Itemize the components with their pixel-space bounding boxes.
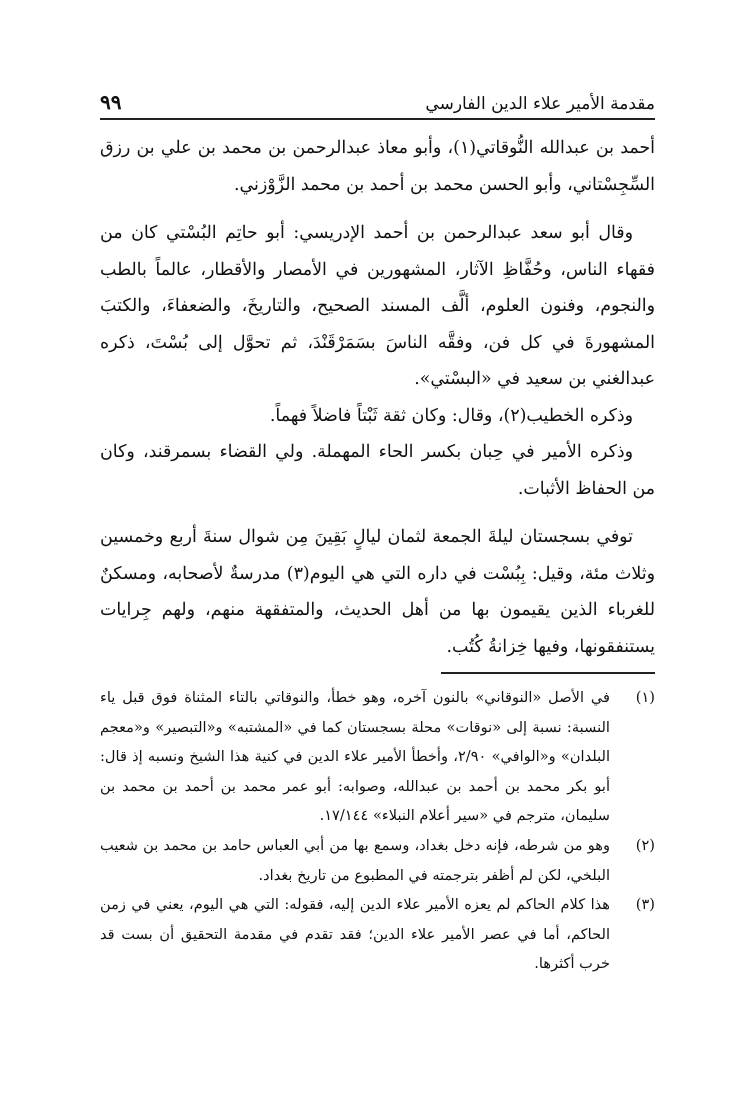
page-number: ٩٩ (100, 90, 122, 114)
footnote-number: (٣) (635, 896, 655, 914)
footnote-text: في الأصل «النوقاني» بالنون آخره، وهو خطأ، والنوقاتي بالتاء المثناة فوق قبل ياء النسبة: نسبة إلى «نوقات» محلة بسجستان كما في «المشتبه» و«التبصير» و«معجم البلدان» و«الوافي» ٢/٩٠، وأخطأ الأمير علاء الدين في كنية هذا الشيخ ونسبه إذ قال: أبو بكر محمد بن أحمد بن عبدالله، وصوابه: أبو عمر محمد بن أحمد بن محمد بن سليمان، مترجم في «سير أعلام النبلاء» ١٧/١٤٤. (100, 689, 610, 825)
paragraph-5: توفي بسجستان ليلةَ الجمعة لثمان ليالٍ بَقِينَ مِن شوال سنةَ أربع وخمسين وثلاث مئة، وقيل: بِبُسْت في داره التي هي اليوم(٣) مدرسةٌ لأصحابه، ومسكنٌ للغرباء الذين يقيمون بها من أهل الحديث، والمتفقهة منهم، ولهم جِرايات يستنفقونها، وفيها خِزانةُ كُتُب. (100, 527, 655, 657)
footnotes (100, 683, 655, 979)
footnote-number: (١) (635, 689, 655, 706)
paragraph-3: وذكره الخطيب(٢)، وقال: وكان ثقة ثَبْتاً فاضلاً فهماً. (269, 405, 633, 426)
footnote-3 (100, 890, 655, 979)
paragraph-2: وقال أبو سعد عبدالرحمن بن أحمد الإدريسي: أبو حاتِم البُسْتي كان من فقهاء الناس، وحُفَّاظِ الآثار، المشهورين في الأمصار والأقطار، عالماً بالطب والنجوم، وفنون العلوم، ألَّف المسند الصحيح، والتاريخَ، والضعفاءَ، والكتبَ المشهورةَ في كل فن، وفقَّه الناسَ بسَمَرْقَنْدَ، ثم تحوَّل إلى بُسْتَ، ذكره عبدالغني بن سعيد في «البسْتي». (100, 223, 655, 389)
paragraph-4: وذكره الأمير في حِبان بكسر الحاء المهملة. ولي القضاء بسمرقند، وكان من الحفاظ الأثبات. (100, 442, 655, 499)
main-text (100, 130, 655, 665)
header-rule (100, 118, 655, 120)
footnote-2 (100, 831, 655, 890)
paragraph-1: أحمد بن عبدالله النُّوقاتي(١)، وأبو معاذ عبدالرحمن بن محمد بن علي بن رزق السِّجِسْتاني، وأبو الحسن محمد بن أحمد بن محمد الزَّوْزني. (100, 138, 655, 195)
footnote-1 (100, 683, 655, 831)
footnote-text: وهو من شرطه، فإنه دخل بغداد، وسمع بها من أبي العباس حامد بن محمد بن شعيب البلخي، لكن لم أظفر بترجمته في المطبوع من تاريخ بغداد. (100, 836, 610, 884)
footnote-text: هذا كلام الحاكم لم يعزه الأمير علاء الدين إليه، فقوله: التي هي اليوم، يعني في زمن الحاكم، أما في عصر الأمير علاء الدين؛ فقد تقدم في مقدمة التحقيق أن بست قد خرب أكثرها. (100, 896, 610, 973)
page-header (100, 80, 655, 114)
footnote-number: (٢) (635, 836, 655, 854)
running-title: مقدمة الأمير علاء الدين الفارسي (425, 94, 655, 114)
footnote-separator (441, 672, 655, 674)
